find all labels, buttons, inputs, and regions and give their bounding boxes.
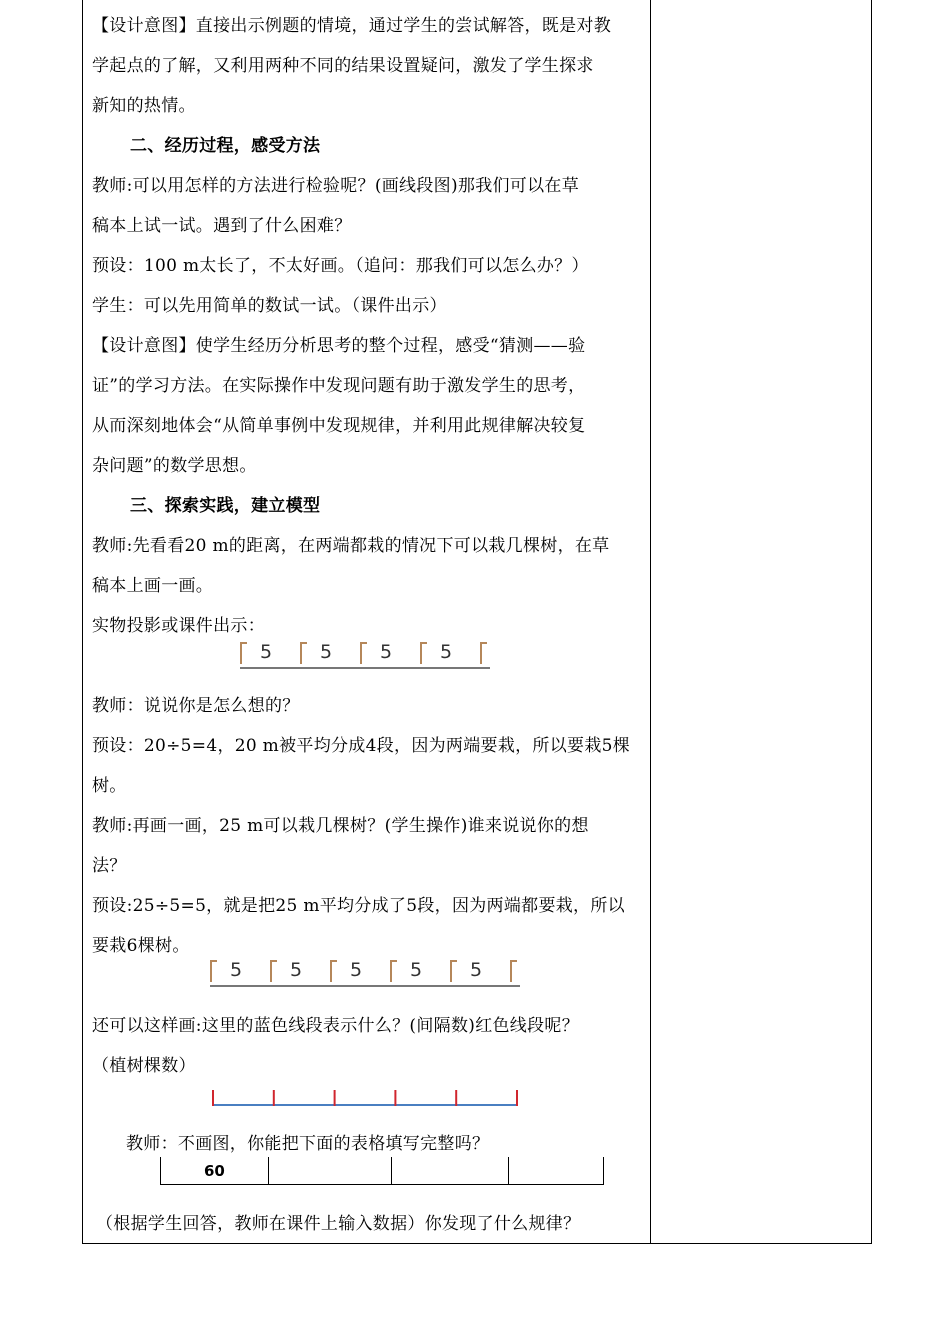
tree-bracket: [390, 960, 397, 982]
tree-bracket: [330, 960, 337, 982]
segment-length: 5: [440, 641, 453, 663]
segment-cell: [330, 958, 386, 986]
tree-bracket: [360, 642, 367, 664]
table-cell-value: 60: [204, 1162, 225, 1180]
segment-cell: [420, 640, 476, 668]
table-divider: [268, 1157, 269, 1185]
segment-baseline: [240, 667, 490, 669]
segment-length: 5: [230, 959, 243, 981]
tree-bracket-end: [480, 642, 487, 664]
teacher-question-line-2: 稿本上试一试。遇到了什么困难？: [92, 216, 352, 236]
alt-drawing-line-2: （植树棵数）: [92, 1056, 196, 1076]
expected-20m-line-1: 预设：20÷5=4，20 m被平均分成4段，因为两端要栽，所以要栽5棵: [92, 736, 631, 756]
tree-bracket-end: [510, 960, 517, 982]
tree-bracket: [270, 960, 277, 982]
teacher-20m-line-2: 稿本上画一画。: [92, 576, 214, 596]
teacher-ask-line: 教师：说说你是怎么想的？: [92, 696, 300, 716]
design-intent-paragraph-2-line-1: 【设计意图】使学生经历分析思考的整个过程，感受“猜测——验: [92, 336, 586, 356]
segment-length: 5: [290, 959, 303, 981]
segment-cell: [450, 958, 506, 986]
fill-in-table: [160, 1157, 604, 1185]
tree-ticks-red: [213, 1090, 517, 1106]
segment-length: 5: [410, 959, 423, 981]
teacher-20m-line-1: 教师:先看看20 m的距离，在两端都栽的情况下可以栽几棵树，在草: [92, 536, 610, 556]
tree-bracket: [420, 642, 427, 664]
segment-baseline: [210, 985, 520, 987]
table-border-right: [603, 1157, 604, 1185]
expected-answer-line: 预设：100 m太长了，不太好画。（追问：那我们可以怎么办？）: [92, 256, 589, 276]
design-intent-paragraph-1-line-3: 新知的热情。: [92, 96, 196, 116]
tree-bracket: [300, 642, 307, 664]
segment-length: 5: [470, 959, 483, 981]
segment-cell: [390, 958, 446, 986]
section-heading-2: 二、经历过程，感受方法: [130, 136, 321, 156]
teacher-25m-line-2: 法？: [92, 856, 127, 876]
table-border-left: [160, 1157, 161, 1185]
student-answer-line: 学生：可以先用简单的数试一试。（课件出示）: [92, 296, 447, 316]
segment-length: 5: [350, 959, 363, 981]
design-intent-paragraph-2-line-3: 从而深刻地体会“从简单事例中发现规律，并利用此规律解决较复: [92, 416, 586, 436]
design-intent-paragraph-1-line-1: 【设计意图】直接出示例题的情境，通过学生的尝试解答，既是对教: [92, 16, 611, 36]
design-intent-paragraph-2-line-4: 杂问题”的数学思想。: [92, 456, 257, 476]
segment-figure-20m: [240, 640, 500, 672]
teacher-question-line-1: 教师:可以用怎样的方法进行检验呢？(画线段图)那我们可以在草: [92, 176, 579, 196]
expected-25m-line-1: 预设:25÷5=5，就是把25 m平均分成了5段，因为两端都要栽，所以: [92, 896, 625, 916]
expected-25m-line-2: 要栽6棵树。: [92, 936, 190, 956]
alt-drawing-line-1: 还可以这样画:这里的蓝色线段表示什么？(间隔数)红色线段呢？: [92, 1016, 579, 1036]
projection-caption: 实物投影或课件出示：: [92, 616, 265, 636]
section-heading-3: 三、探索实践，建立模型: [130, 496, 321, 516]
expected-20m-line-2: 树。: [92, 776, 127, 796]
segment-figure-25m: [210, 958, 530, 990]
design-intent-paragraph-1-line-2: 学起点的了解，又利用两种不同的结果设置疑问，激发了学生探求: [92, 56, 594, 76]
teacher-fill-table-line: 教师：不画图，你能把下面的表格填写完整吗？: [126, 1134, 490, 1154]
segment-length: 5: [260, 641, 273, 663]
tree-bracket: [210, 960, 217, 982]
segment-cell: [360, 640, 416, 668]
segment-cell: [270, 958, 326, 986]
table-column-divider: [650, 0, 651, 1244]
segment-cell: [240, 640, 296, 668]
table-divider: [508, 1157, 509, 1185]
tree-bracket: [240, 642, 247, 664]
segment-length: 5: [320, 641, 333, 663]
segment-length: 5: [380, 641, 393, 663]
tree-bracket: [450, 960, 457, 982]
table-bottom-border: [160, 1184, 604, 1185]
tick-line-figure: [205, 1084, 525, 1112]
table-divider: [391, 1157, 392, 1185]
design-intent-paragraph-2-line-2: 证”的学习方法。在实际操作中发现问题有助于激发学生的思考，: [92, 376, 586, 396]
teacher-25m-line-1: 教师:再画一画，25 m可以栽几棵树？(学生操作)谁来说说你的想: [92, 816, 589, 836]
segment-cell: [300, 640, 356, 668]
closing-line: （根据学生回答，教师在课件上输入数据）你发现了什么规律？: [96, 1214, 581, 1234]
segment-cell: [210, 958, 266, 986]
